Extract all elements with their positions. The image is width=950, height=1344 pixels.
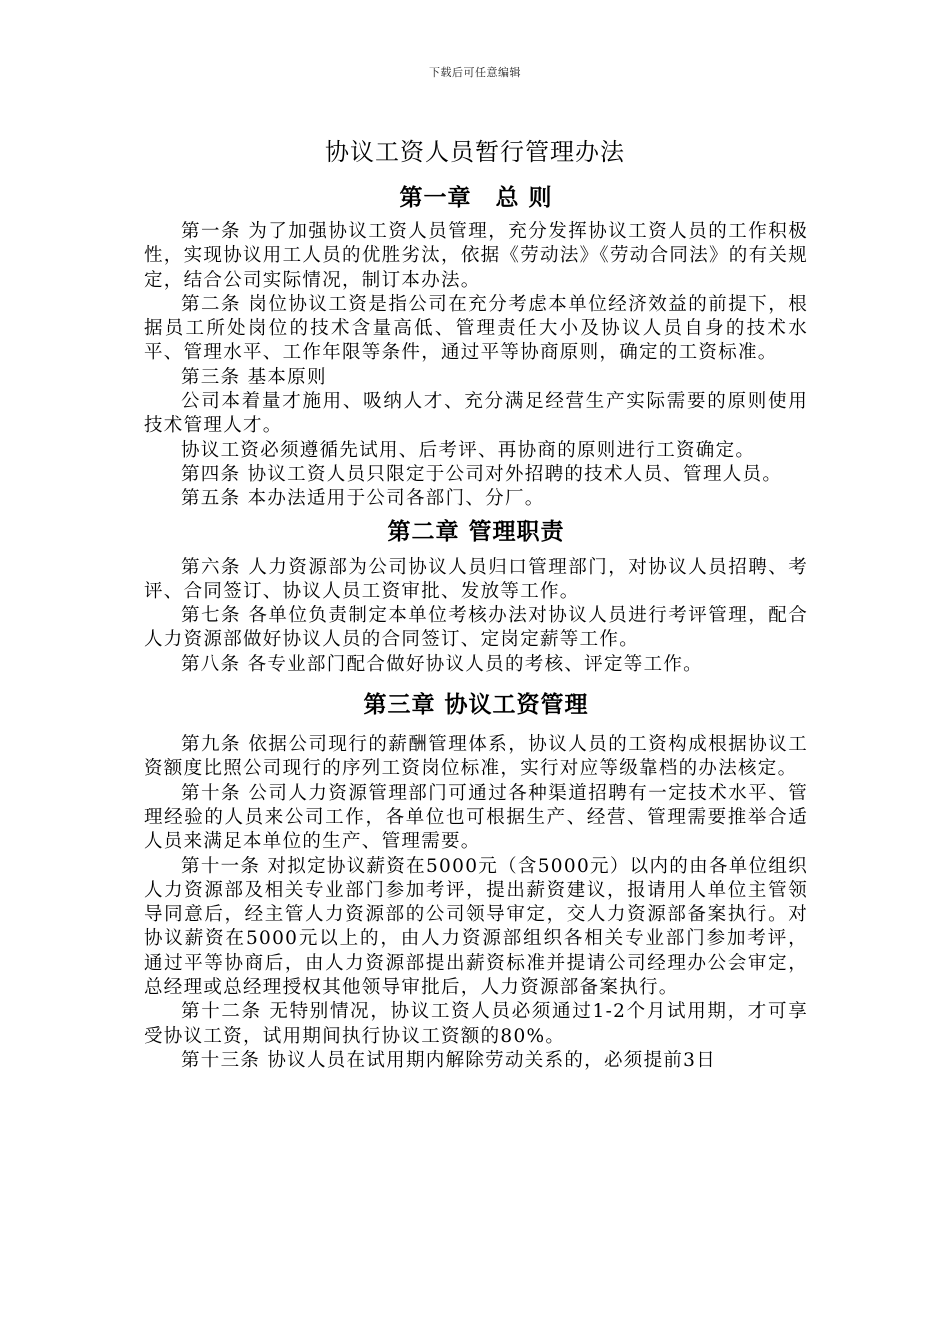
article-8: 第八条 各专业部门配合做好协议人员的考核、评定等工作。 bbox=[181, 653, 703, 675]
article-2: 第二条 岗位协议工资是指公司在充分考虑本单位经济效益的前提下，根据员工所处岗位的技术含量高低、管理责任大小及协议人员自身的技术水平、管理水平、工作年限等条件，通过平等协商原则，确定的工资标准。 bbox=[144, 293, 808, 364]
article-1: 第一条 为了加强协议工资人员管理，充分发挥协议工资人员的工作积极性，实现协议用工人员的优胜劣汰，依据《劳动法》《劳动合同法》的有关规定，结合公司实际情况，制订本办法。 bbox=[144, 221, 808, 291]
article-4: 第四条 协议工资人员只限定于公司对外招聘的技术人员、管理人员。 bbox=[181, 463, 783, 485]
document-body bbox=[144, 178, 808, 1073]
article-9: 第九条 依据公司现行的薪酬管理体系，协议人员的工资构成根据协议工资额度比照公司现行的序列工资岗位标准，实行对应等级靠档的办法核定。 bbox=[144, 734, 808, 780]
chapter-heading: 第二章 管理职责 bbox=[387, 517, 565, 545]
document-title: 协议工资人员暂行管理办法 bbox=[325, 138, 625, 166]
chapter-2 bbox=[144, 512, 808, 677]
chapter-heading: 第一章 总 则 bbox=[399, 184, 553, 211]
article-12: 第十二条 无特别情况，协议工资人员必须通过1-2个月试用期，才可享受协议工资，试用期间执行协议工资额的80%。 bbox=[144, 1001, 808, 1047]
chapter-1 bbox=[144, 178, 808, 512]
article-3-principle-2: 协议工资必须遵循先试用、后考评、再协商的原则进行工资确定。 bbox=[181, 439, 756, 461]
article-6: 第六条 人力资源部为公司协议人员归口管理部门，对协议人员招聘、考评、合同签订、协议人员工资审批、发放等工作。 bbox=[144, 556, 808, 602]
article-13: 第十三条 协议人员在试用期内解除劳动关系的，必须提前3日 bbox=[181, 1049, 717, 1071]
article-3-principle-1: 公司本着量才施用、吸纳人才、充分满足经营生产实际需要的原则使用技术管理人才。 bbox=[144, 391, 808, 437]
article-3: 第三条 基本原则 bbox=[181, 366, 327, 388]
article-5: 第五条 本办法适用于公司各部门、分厂。 bbox=[181, 488, 545, 510]
article-7: 第七条 各单位负责制定本单位考核办法对协议人员进行考评管理，配合人力资源部做好协议人员的合同签订、定岗定薪等工作。 bbox=[144, 605, 808, 651]
article-10: 第十条 公司人力资源管理部门可通过各种渠道招聘有一定技术水平、管理经验的人员来公司工作，各单位也可根据生产、经营、管理需要推举合适人员来满足本单位的生产、管理需要。 bbox=[144, 782, 808, 853]
chapter-heading: 第三章 协议工资管理 bbox=[363, 691, 589, 719]
article-11: 第十一条 对拟定协议薪资在5000元（含5000元）以内的由各单位组织人力资源部及相关专业部门参加考评，提出薪资建议，报请用人单位主管领导同意后，经主管人力资源部的公司领导审定，交人力资源部备案执行。对协议薪资在5000元以上的，由人力资源部组织各相关专业部门参加考评，通过平等协商后，由人力资源部提出薪资标准并提请公司经理办公会审定，总经理或总经理授权其他领导审批后，人力资源部备案执行。 bbox=[144, 855, 808, 999]
header-note: 下载后可任意编辑 bbox=[429, 66, 521, 79]
chapter-3 bbox=[144, 685, 808, 1073]
